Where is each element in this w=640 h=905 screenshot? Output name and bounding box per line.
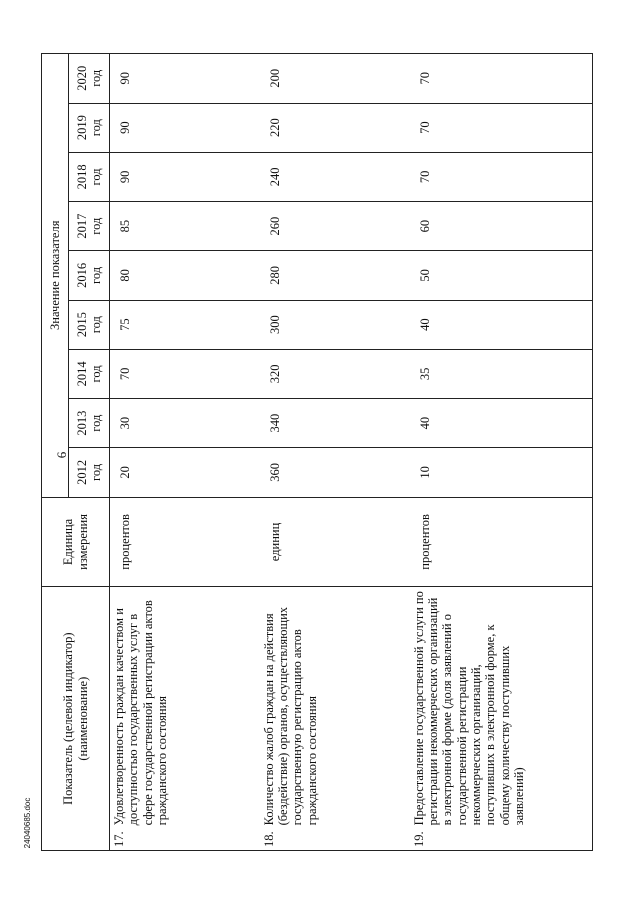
unit-cell: единиц — [260, 497, 410, 587]
indicator-table — [41, 53, 593, 851]
header-year: 2012 год — [69, 448, 110, 497]
header-year: 2020 год — [69, 54, 110, 104]
header-year: 2019 год — [69, 103, 110, 152]
value-cell: 340 — [260, 399, 410, 448]
value-cell: 360 — [260, 448, 410, 497]
header-row-1 — [42, 54, 69, 851]
value-cell: 85 — [110, 202, 260, 251]
header-year: 2013 год — [69, 399, 110, 448]
table-row — [110, 54, 260, 851]
header-year: 2018 год — [69, 152, 110, 201]
document-code: 24040685.doc — [23, 797, 32, 849]
value-cell: 80 — [110, 251, 260, 300]
value-cell: 10 — [410, 448, 593, 497]
value-cell: 60 — [410, 202, 593, 251]
table-row — [260, 54, 410, 851]
row-number: 17. — [112, 831, 126, 847]
header-values-group: Значение показателя — [42, 54, 69, 498]
value-cell: 90 — [110, 103, 260, 152]
value-cell: 30 — [110, 399, 260, 448]
value-cell: 90 — [110, 54, 260, 104]
header-year: 2016 год — [69, 251, 110, 300]
table-row — [410, 54, 593, 851]
unit-cell: процентов — [110, 497, 260, 587]
page-number: 6 — [54, 451, 69, 459]
indicator-cell — [260, 587, 410, 851]
value-cell: 300 — [260, 300, 410, 349]
value-cell: 70 — [410, 152, 593, 201]
value-cell: 50 — [410, 251, 593, 300]
row-number: 19. — [411, 831, 426, 847]
indicator-name: Количество жалоб граждан на действия (бездействие) органов, осуществляющих государственную регистрацию актов гражданского состояния — [261, 606, 319, 826]
indicator-name: Удовлетворенность граждан качеством и доступностью государственных услуг в сфере государственной регистрации актов гражданского состояния — [112, 600, 170, 826]
header-year: 2014 год — [69, 349, 110, 398]
header-year: 2015 год — [69, 300, 110, 349]
value-cell: 240 — [260, 152, 410, 201]
value-cell: 70 — [410, 103, 593, 152]
value-cell: 40 — [410, 399, 593, 448]
value-cell: 90 — [110, 152, 260, 201]
value-cell: 320 — [260, 349, 410, 398]
header-unit: Единица измерения — [42, 497, 110, 587]
indicator-name: Предоставление государственной услуги по регистрации некоммерческих организаций в электронной форме (доля заявлений о государственной регистрации некоммерческих организаций, поступивших в электронной форме, к общему количеству поступивших заявлений) — [411, 591, 527, 826]
indicator-cell — [410, 587, 593, 851]
header-year: 2017 год — [69, 202, 110, 251]
value-cell: 280 — [260, 251, 410, 300]
header-indicator: Показатель (целевой индикатор) (наименование) — [42, 587, 110, 851]
value-cell: 40 — [410, 300, 593, 349]
value-cell: 260 — [260, 202, 410, 251]
value-cell: 20 — [110, 448, 260, 497]
value-cell: 75 — [110, 300, 260, 349]
value-cell: 70 — [110, 349, 260, 398]
value-cell: 220 — [260, 103, 410, 152]
unit-cell: процентов — [410, 497, 593, 587]
indicator-cell — [110, 587, 260, 851]
value-cell: 200 — [260, 54, 410, 104]
value-cell: 35 — [410, 349, 593, 398]
indicator-table-rotated — [41, 53, 593, 851]
value-cell: 70 — [410, 54, 593, 104]
row-number: 18. — [261, 831, 276, 847]
